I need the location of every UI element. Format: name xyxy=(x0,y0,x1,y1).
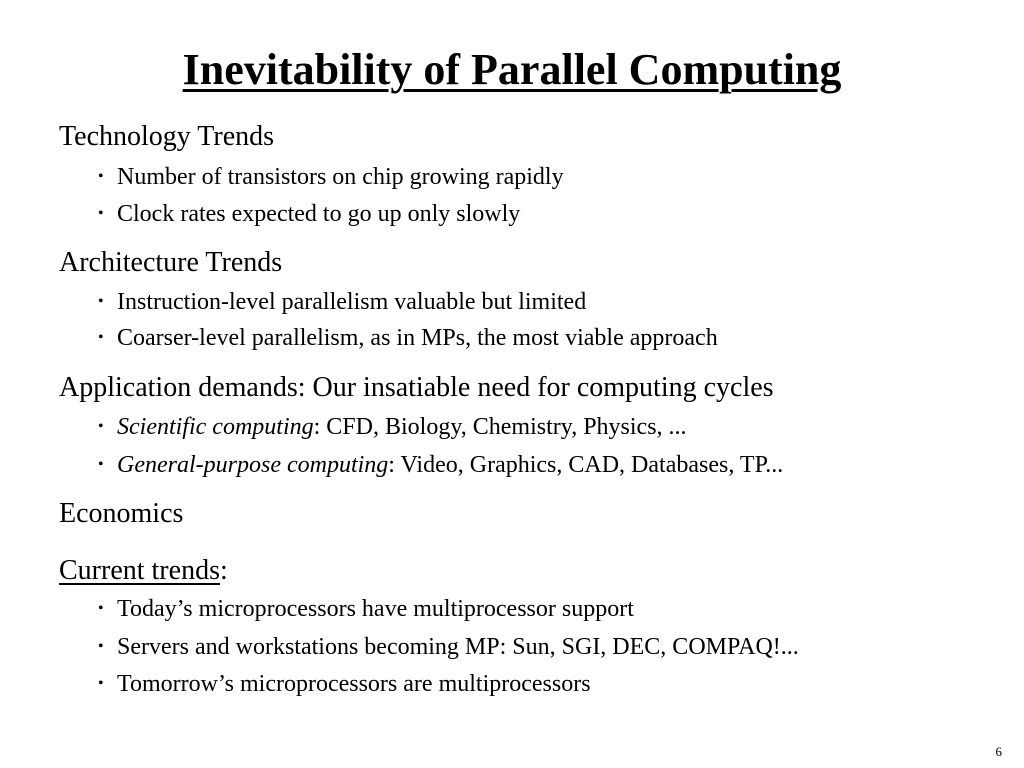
bullet-item xyxy=(98,287,586,317)
heading-technology-trends: Technology Trends xyxy=(59,121,275,152)
bullet-text: : CFD, Biology, Chemistry, Physics, ... xyxy=(313,414,687,440)
bullet-icon: • xyxy=(98,205,104,222)
heading-application-demands: Application demands: Our insatiable need for computing cycles xyxy=(59,372,774,403)
bullet-icon: • xyxy=(98,600,104,617)
bullet-item xyxy=(98,632,799,662)
bullet-icon: • xyxy=(98,638,104,655)
bullet-icon: • xyxy=(98,418,104,435)
bullet-text: : Video, Graphics, CAD, Databases, TP... xyxy=(388,452,784,478)
bullet-item xyxy=(98,594,634,624)
bullet-item xyxy=(98,412,687,442)
heading-current-trends-label: Current trends xyxy=(59,555,220,586)
bullet-icon: • xyxy=(98,168,104,185)
bullet-item xyxy=(98,450,783,480)
page-number: 6 xyxy=(995,744,1002,759)
slide-title: Inevitability of Parallel Computing xyxy=(182,45,842,94)
bullet-text: Coarser-level parallelism, as in MPs, the most viable approach xyxy=(117,325,718,351)
bullet-emphasis: Scientific computing xyxy=(117,414,314,440)
heading-architecture-trends: Architecture Trends xyxy=(59,247,283,278)
bullet-icon: • xyxy=(98,329,104,346)
bullet-emphasis: General-purpose computing xyxy=(117,452,389,478)
bullet-text: Servers and workstations becoming MP: Sun, SGI, DEC, COMPAQ!... xyxy=(117,634,799,660)
bullet-item xyxy=(98,199,520,229)
heading-current-trends xyxy=(59,554,228,588)
bullet-item xyxy=(98,323,718,353)
heading-economics: Economics xyxy=(59,498,184,529)
bullet-icon: • xyxy=(98,456,104,473)
heading-current-trends-colon: : xyxy=(219,555,228,586)
bullet-item xyxy=(98,669,591,699)
bullet-text: Today’s microprocessors have multiprocessor support xyxy=(117,596,634,622)
bullet-text: Tomorrow’s microprocessors are multiprocessors xyxy=(117,671,591,697)
bullet-text: Clock rates expected to go up only slowly xyxy=(117,201,521,227)
bullet-text: Number of transistors on chip growing rapidly xyxy=(117,164,564,190)
bullet-text: Instruction-level parallelism valuable but limited xyxy=(117,289,587,315)
bullet-icon: • xyxy=(98,675,104,692)
bullet-item xyxy=(98,162,564,192)
bullet-icon: • xyxy=(98,293,104,310)
